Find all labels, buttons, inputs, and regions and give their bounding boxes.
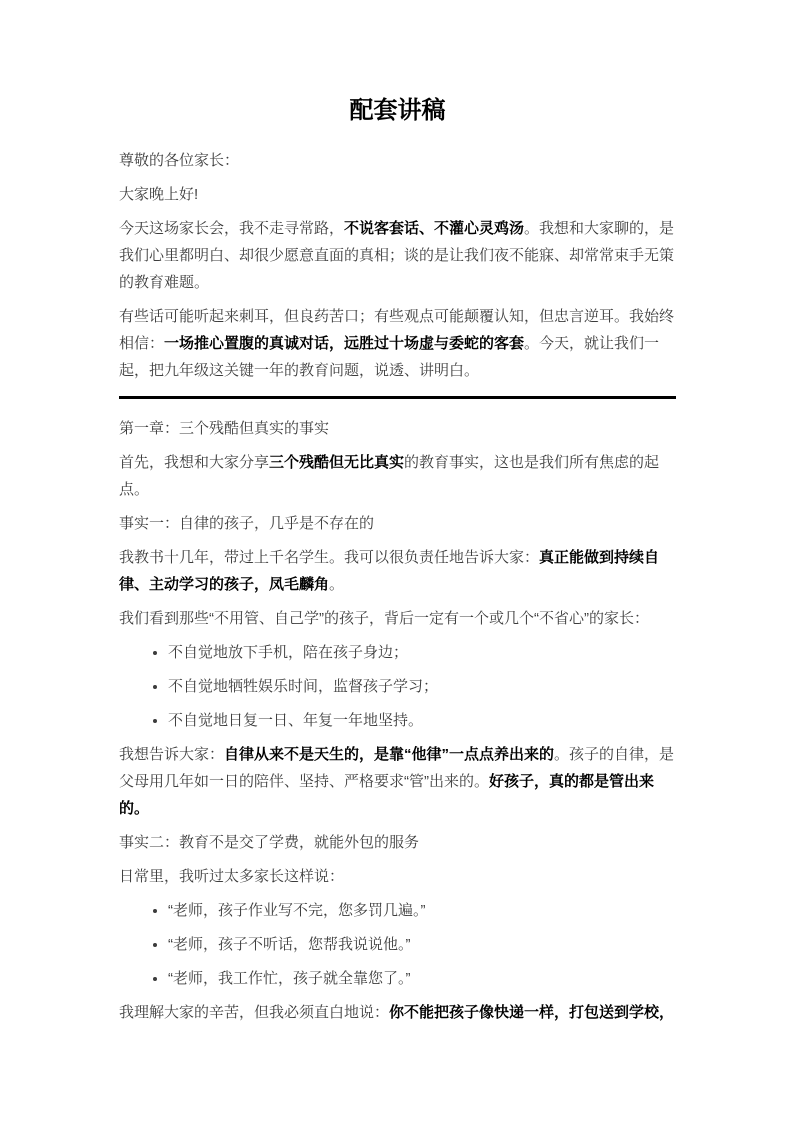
fact1-paragraph-2: 我们看到那些“不用管、自己学”的孩子，背后一定有一个或几个“不省心”的家长： xyxy=(119,610,649,627)
intro-run-1: 今天这场家长会，我不走寻常路， xyxy=(119,220,345,237)
opening-line: 大家晚上好! xyxy=(119,186,199,203)
belief-run-2: 。今天，就让我们一起，把九年级这关键一年的教育问题，说透、讲明白。 xyxy=(119,335,660,379)
intro-bold-1: 不说客套话、不灌心灵鸡汤 xyxy=(344,220,525,237)
fact1-bullet-list xyxy=(119,639,676,734)
intro-paragraph xyxy=(119,215,676,296)
lead-bold-1: 三个残酷但无比真实 xyxy=(269,454,405,471)
list-item: • “老师，我工作忙，孩子就全靠您了。” xyxy=(168,965,676,992)
list-item: • 不自觉地牺牲娱乐时间，监督孩子学习； xyxy=(168,673,676,700)
belief-paragraph xyxy=(119,303,676,384)
fact1-paragraph-1 xyxy=(119,544,676,598)
fact2-quote-list xyxy=(119,897,676,992)
fact1-p3-run-2: 。孩子的自律，是父母用几年如一日的陪伴、坚持、严格要求“管”出来的。 xyxy=(119,746,675,790)
fact2-heading: 事实二：教育不是交了学费，就能外包的服务 xyxy=(119,834,420,851)
belief-run-1: 有些话可能听起来刺耳，但良药苦口；有些观点可能颠覆认知，但忠言逆耳。我始终相信： xyxy=(119,308,675,352)
section-divider xyxy=(119,396,676,399)
list-item: • “老师，孩子作业写不完，您多罚几遍。” xyxy=(168,897,676,924)
fact2-paragraph-1: 日常里，我听过太多家长这样说： xyxy=(119,868,345,885)
closing-bold-1: 你不能把孩子像快递一样，打包送到学校， xyxy=(389,1004,675,1021)
chapter1-heading: 第一章：三个残酷但真实的事实 xyxy=(119,420,330,437)
list-item: • 不自觉地放下手机，陪在孩子身边； xyxy=(168,639,676,666)
fact1-heading: 事实一：自律的孩子，几乎是不存在的 xyxy=(119,515,375,532)
belief-bold-1: 一场推心置腹的真诚对话，远胜过十场虚与委蛇的客套 xyxy=(164,335,525,352)
lead-run-1: 首先，我想和大家分享 xyxy=(119,454,270,471)
list-item: • “老师，孩子不听话，您帮我说说他。” xyxy=(168,931,676,958)
fact1-p3-bold-1: 自律从来不是天生的，是靠“他律”一点点养出来的 xyxy=(224,746,555,763)
fact1-paragraph-3 xyxy=(119,741,676,822)
document-title: 配套讲稿 xyxy=(349,97,446,124)
chapter1-lead-paragraph xyxy=(119,449,676,503)
fact1-p1-run-2: 。 xyxy=(329,576,345,593)
fact1-p3-run-1: 我想告诉大家： xyxy=(119,746,225,763)
closing-paragraph xyxy=(119,999,676,1026)
lead-run-2: 的教育事实，这也是我们所有焦虑的起点。 xyxy=(119,454,660,498)
closing-run-1: 我理解大家的辛苦，但我必须直白地说： xyxy=(119,1004,390,1021)
intro-run-2: 。我想和大家聊的，是我们心里都明白、却很少愿意直面的真相；谈的是让我们夜不能寐、却常常束手无策的教育难题。 xyxy=(119,220,675,291)
fact1-p1-bold-1: 真正能做到持续自律、主动学习的孩子，凤毛麟角 xyxy=(119,549,660,593)
list-item: • 不自觉地日复一日、年复一年地坚持。 xyxy=(168,707,676,734)
fact1-p1-run-1: 我教书十几年，带过上千名学生。我可以很负责任地告诉大家： xyxy=(119,549,540,566)
fact1-p3-bold-2: 好孩子，真的都是管出来的。 xyxy=(119,773,655,817)
greeting-line: 尊敬的各位家长： xyxy=(119,152,240,169)
